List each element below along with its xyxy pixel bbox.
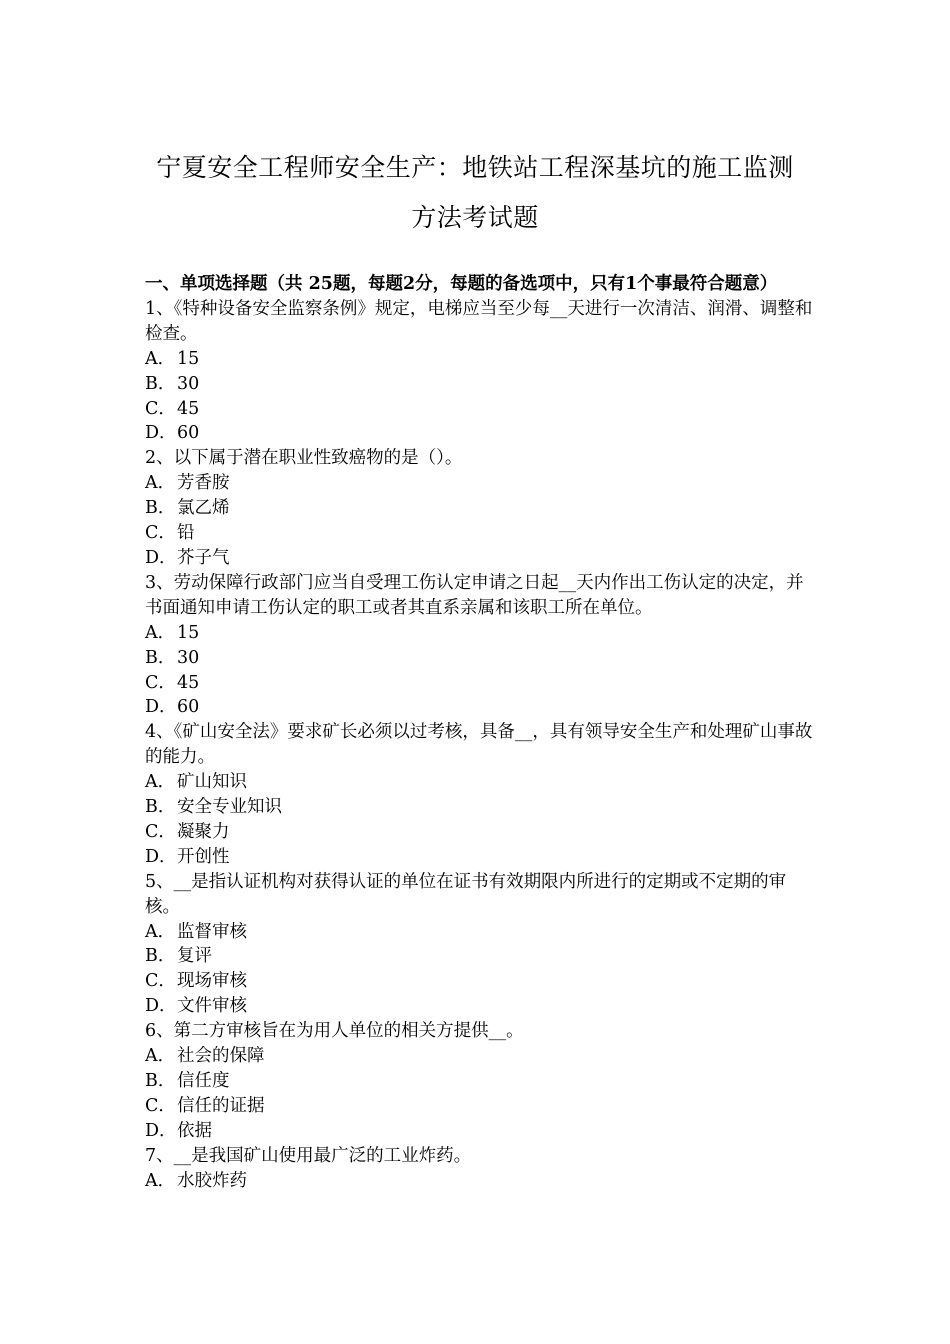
option-text: 60	[177, 423, 200, 444]
option-letter: B．	[145, 797, 176, 818]
answer-option	[145, 372, 815, 397]
option-letter: A．	[145, 921, 176, 942]
answer-option	[145, 770, 815, 795]
answer-option	[145, 1069, 815, 1094]
section-heading: 一、单项选择题（共 25题，每题2分，每题的备选项中，只有1个事最符合题意）	[145, 274, 778, 294]
question-item	[145, 1019, 815, 1144]
answer-option	[145, 795, 815, 820]
option-letter: A．	[145, 1170, 176, 1191]
question-item	[145, 446, 815, 571]
question-list	[145, 297, 815, 1194]
option-text: 依据	[177, 1120, 212, 1141]
answer-option	[145, 621, 815, 646]
answer-option	[145, 944, 815, 969]
option-letter: A．	[145, 1046, 176, 1067]
option-text: 信任的证据	[177, 1095, 265, 1116]
question-stem: 7、__是我国矿山使用最广泛的工业炸药。	[145, 1145, 472, 1166]
option-text: 芳香胺	[177, 473, 230, 494]
option-text: 60	[177, 697, 200, 718]
answer-option	[145, 646, 815, 671]
question-item	[145, 870, 815, 1019]
answer-option	[145, 994, 815, 1019]
option-text: 监督审核	[177, 921, 247, 942]
option-letter: A．	[145, 622, 176, 643]
option-letter: A．	[145, 772, 176, 793]
question-item	[145, 720, 815, 869]
option-text: 凝聚力	[177, 821, 230, 842]
answer-option	[145, 521, 815, 546]
answer-option	[145, 1094, 815, 1119]
answer-option	[145, 671, 815, 696]
question-stem: 2、以下属于潜在职业性致癌物的是（）。	[145, 448, 463, 469]
option-text: 开创性	[177, 846, 230, 867]
option-letter: D．	[145, 547, 177, 568]
question-stem: 3、劳动保障行政部门应当自受理工伤认定申请之日起__天内作出工伤认定的决定，并书面通知申请工伤认定的职工或者其直系亲属和该职工所在单位。	[145, 572, 804, 618]
option-letter: A．	[145, 473, 176, 494]
document-body	[145, 272, 815, 1194]
question-stem: 4、《矿山安全法》要求矿长必须以过考核，具备__，具有领导安全生产和处理矿山事故的能力。	[145, 722, 813, 768]
option-letter: D．	[145, 1120, 177, 1141]
option-text: 45	[177, 398, 200, 419]
option-letter: C．	[145, 523, 176, 544]
option-text: 30	[177, 373, 200, 394]
option-letter: D．	[145, 996, 177, 1017]
answer-option	[145, 1119, 815, 1144]
option-letter: D．	[145, 846, 177, 867]
option-text: 安全专业知识	[177, 797, 282, 818]
answer-option	[145, 347, 815, 372]
document-title-line-1: 宁夏安全工程师安全生产：地铁站工程深基坑的施工监测	[156, 153, 794, 182]
option-text: 氯乙烯	[177, 498, 230, 519]
question-stem: 5、__是指认证机构对获得认证的单位在证书有效期限内所进行的定期或不定期的审核。	[145, 871, 787, 917]
question-item	[145, 571, 815, 720]
option-letter: C．	[145, 971, 176, 992]
answer-option	[145, 845, 815, 870]
option-letter: B．	[145, 946, 176, 967]
option-text: 芥子气	[177, 547, 230, 568]
question-stem: 1、《特种设备安全监察条例》规定，电梯应当至少每__天进行一次清洁、润滑、调整和检查。	[145, 298, 813, 344]
option-letter: C．	[145, 398, 176, 419]
option-letter: C．	[145, 672, 176, 693]
question-stem: 6、第二方审核旨在为用人单位的相关方提供__。	[145, 1021, 524, 1042]
option-letter: B．	[145, 498, 176, 519]
answer-option	[145, 820, 815, 845]
answer-option	[145, 421, 815, 446]
option-text: 45	[177, 672, 200, 693]
option-letter: C．	[145, 821, 176, 842]
answer-option	[145, 471, 815, 496]
question-item	[145, 297, 815, 446]
answer-option	[145, 695, 815, 720]
answer-option	[145, 397, 815, 422]
answer-option	[145, 546, 815, 571]
document-title-line-2: 方法考试题	[411, 203, 539, 232]
option-text: 信任度	[177, 1071, 230, 1091]
answer-option	[145, 920, 815, 945]
option-text: 社会的保障	[177, 1046, 265, 1067]
option-letter: D．	[145, 697, 177, 718]
option-text: 15	[177, 622, 200, 643]
option-text: 水胶炸药	[177, 1170, 247, 1191]
option-letter: A．	[145, 348, 176, 369]
option-text: 文件审核	[177, 996, 247, 1017]
option-text: 30	[177, 647, 200, 668]
option-letter: B．	[145, 647, 176, 668]
option-letter: B．	[145, 1071, 176, 1091]
option-text: 复评	[177, 946, 212, 967]
answer-option	[145, 1044, 815, 1069]
option-text: 铅	[177, 523, 195, 544]
answer-option	[145, 496, 815, 521]
option-text: 现场审核	[177, 971, 247, 992]
option-letter: D．	[145, 423, 177, 444]
option-letter: B．	[145, 373, 176, 394]
answer-option	[145, 969, 815, 994]
option-text: 15	[177, 348, 200, 369]
answer-option	[145, 1169, 815, 1194]
option-text: 矿山知识	[177, 772, 247, 793]
question-item	[145, 1144, 815, 1194]
option-letter: C．	[145, 1095, 176, 1116]
